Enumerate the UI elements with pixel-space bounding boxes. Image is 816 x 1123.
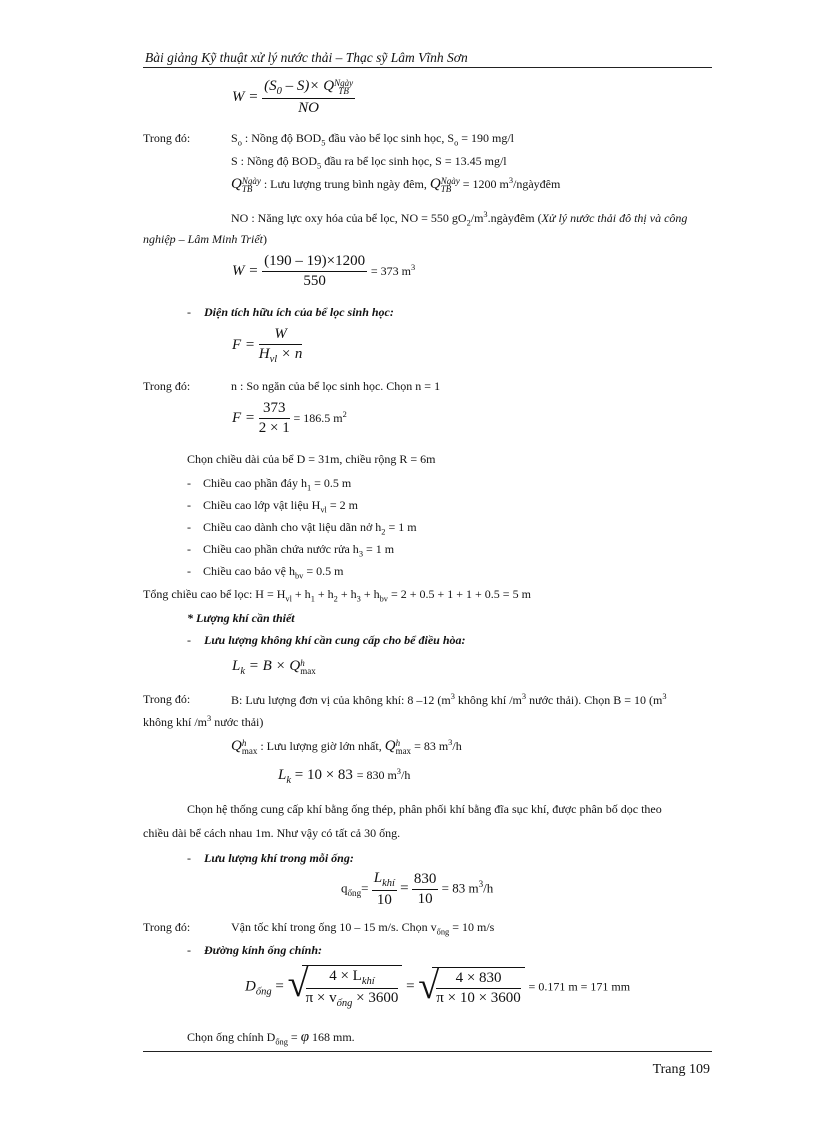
list-item: - Chiều cao lớp vật liệu $H_{vl} = 2$ m (187, 498, 358, 515)
where-label: Trong đó: (143, 920, 191, 934)
where-label: Trong đó: (143, 379, 191, 393)
qmax-definition: Q h max : Lưu lượng giờ lớn nhất, Q h max = 83 $m^3/h$ (231, 738, 462, 757)
equation-f-value: F = $\frac{373}{2 \times 1}$ = 186.5 $m^2$ (232, 400, 347, 436)
main-pipe-choice: Chọn ống chính $D_{ống} = \varphi$ 168 mm. (187, 1029, 355, 1047)
where-label: Trong đó: (143, 692, 191, 706)
heading-air-flow: Lưu lượng không khí cần cung cấp cho bể điều hòa: (204, 633, 466, 647)
equation-w: W = $(S_0 - S)\times Q$ Ngày TB NO (232, 77, 354, 116)
equation-f: F = $\frac{W}{H_{vl} \times n}$ (232, 326, 303, 365)
equation-w-value: W = $\frac{(190 - 19)\times 1200}{550}$ = 373 $m^3$ (232, 253, 416, 289)
list-item: - Chiều cao phần chứa nước rửa $h_3 = 1$ m (187, 542, 395, 559)
page-number: Trang 109 (652, 1062, 710, 1077)
paragraph-line2: chiều dài bể cách nhau 1m. Như vậy có tất cả 30 ống. (143, 826, 401, 840)
page-header: Bài giảng Kỹ thuật xử lý nước thải – Thạc sỹ Lâm Vĩnh Sơn (145, 50, 468, 65)
no-reference: nghiệp – Lâm Minh Triết) (143, 232, 268, 246)
heading-air-required: * Lượng khí cần thiết (187, 611, 295, 625)
s-definition: S : Nồng độ $BOD_5$ đầu ra bể lọc sinh học, S = 13.45 mg/l (231, 154, 507, 171)
velocity-definition: Vận tốc khí trong ống 10 – 15 m/s. Chọn $v_{ống} = 10$ m/s (231, 920, 495, 937)
heading-surface-area: Diện tích hữu ích của bể lọc sinh học: (204, 305, 394, 319)
where-label: Trong đó: (143, 131, 191, 145)
bullet: - (187, 305, 191, 319)
dimensions-text: Chọn chiều dài của bể D = 31m, chiều rộng R = 6m (187, 452, 436, 466)
list-item: - Chiều cao dành cho vật liệu dãn nở $h_2 = 1$ m (187, 520, 417, 537)
s0-definition: $S_o$ : Nồng độ $BOD_5$ đầu vào bể lọc sinh học, $S_o = 190$ mg/l (231, 131, 515, 148)
equation-lk: $L_k = B \times Q$ h max (232, 657, 316, 677)
bullet: - (187, 633, 191, 647)
equation-q-pipe: $q_{ống}=$ $\frac{L_{khí}}{10}$ = $\frac{830}{10}$ = 83 $m^3/h$ (341, 870, 494, 908)
total-height: Tổng chiều cao bể lọc: $H = H_{vl} + h_1 + h_2 + h_3 + h_{bv} = 2 + 0.5 + 1 + 1 + 0.5 = 5$ m (143, 587, 531, 604)
footer-rule (143, 1051, 712, 1052)
header-rule (143, 67, 712, 68)
heading-per-pipe: Lưu lượng khí trong mỗi ống: (204, 851, 354, 865)
bullet: - (187, 943, 191, 957)
bullet: - (187, 851, 191, 865)
paragraph-line1: Chọn hệ thống cung cấp khí bằng ống thép, phân phối khí bằng đĩa sục khí, được phân bố dọc theo (187, 802, 662, 816)
q-definition: Q Ngày TB : Lưu lượng trung bình ngày đêm, Q Ngày TB = 1200 $m^3$/ngàyđêm (231, 176, 561, 195)
heading-main-pipe: Đường kính ống chính: (204, 943, 323, 957)
b-definition: B: Lưu lượng đơn vị của không khí: 8 –12 ($m^3$ không khí $/m^3$ nước thải). Chọn B = 10 ($m^3$ (231, 692, 667, 707)
no-definition: NO : Năng lực oxy hóa của bể lọc, NO = 550 $gO_2/m^3.ngàyđêm$ (Xử lý nước thải đô thị và công (231, 210, 688, 228)
equation-d-pipe: $D_{ống}$ = √ $\frac{4 \times L_{khí}}{\pi \times v_{ống} \times 3600}$ = √ $\frac{4 \times 830}{\pi \times 10 \times 3600}$ = 0.171 m = 171 mm (245, 963, 631, 1009)
list-item: - Chiều cao phần đáy $h_1 = 0.5$ m (187, 476, 352, 493)
b-definition-cont: không khí $/m^3$ nước thải) (143, 714, 264, 729)
n-definition: n : So ngăn của bể lọc sinh học. Chọn n = 1 (231, 379, 441, 393)
equation-lk-value: $L_k = 10 \times 83 = 830$ $m^3/h$ (278, 767, 411, 786)
list-item: - Chiều cao bảo vệ $h_{bv} = 0.5$ m (187, 564, 344, 581)
